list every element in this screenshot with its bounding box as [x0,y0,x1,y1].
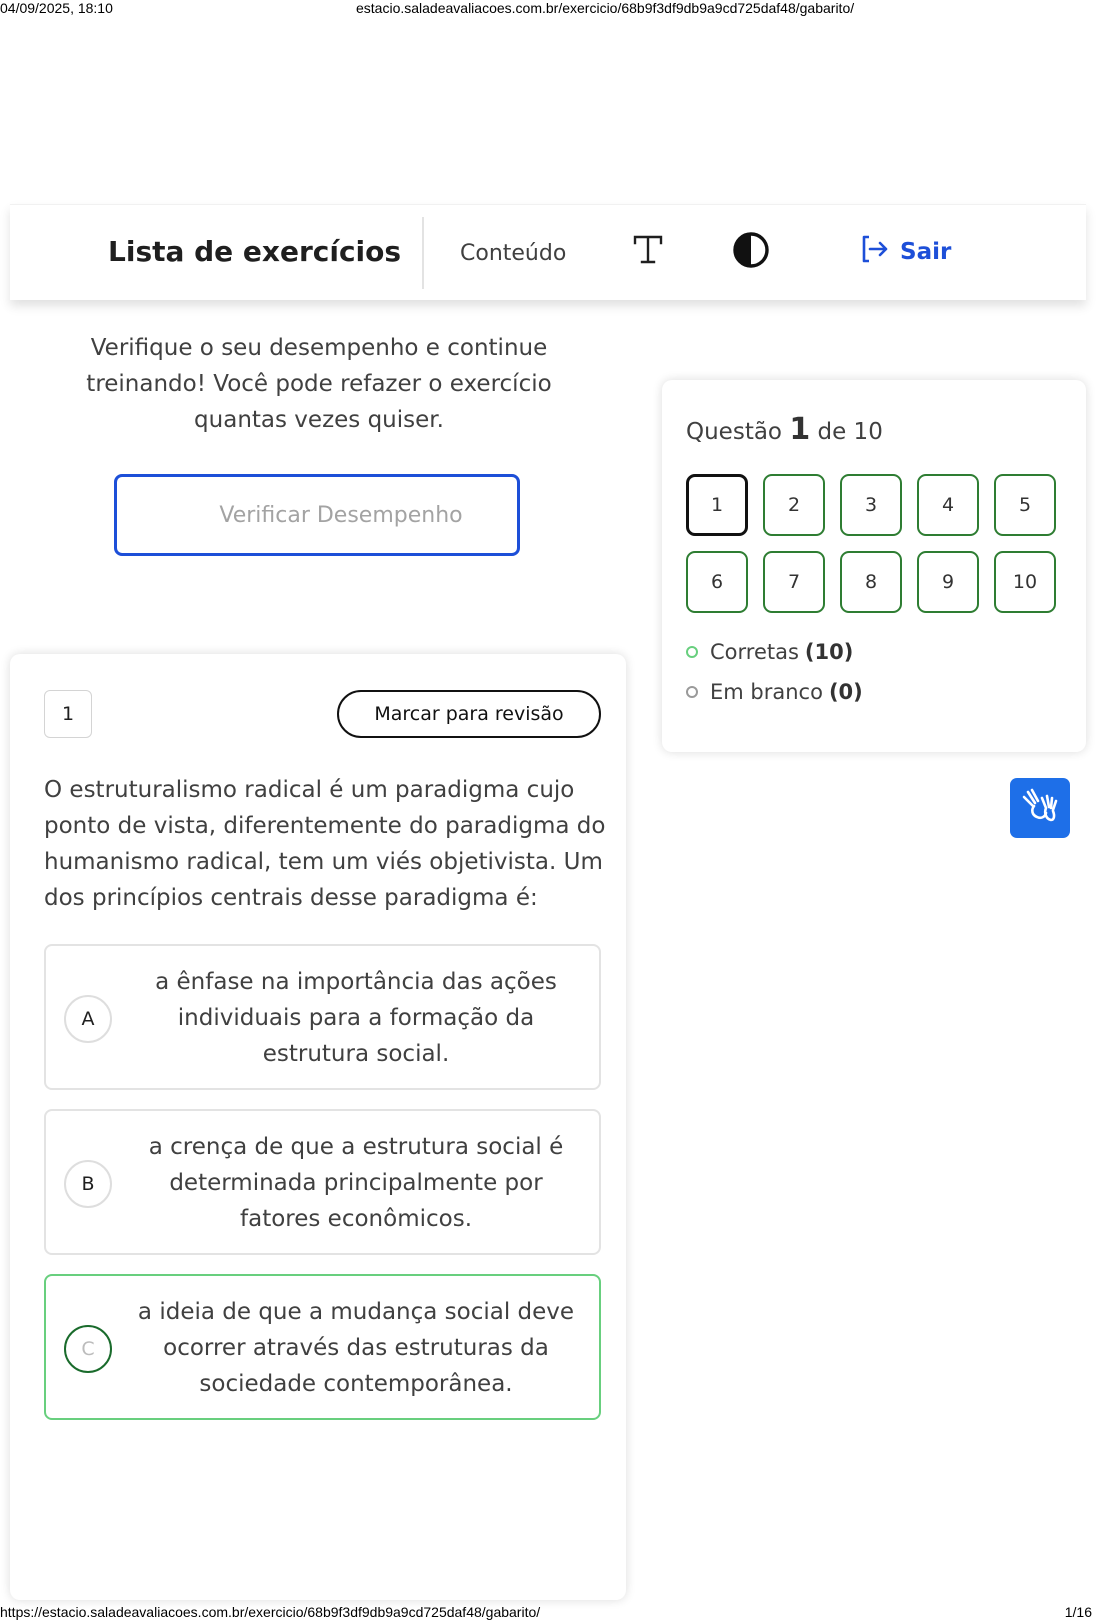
question-counter-current: 1 [789,412,811,447]
option-text: a ideia de que a mudança social deve ocorrer através das estruturas da sociedade contemporânea. [137,1299,575,1397]
print-header [0,0,1096,18]
logout-icon [858,233,890,271]
question-nav-button[interactable]: 5 [994,474,1056,536]
question-statement: O estruturalismo radical é um paradigma cujo ponto de vista, diferentemente do paradigma do humanismo radical, tem um viés objetivista. Um dos princípios centrais desse paradigma é: [44,777,606,911]
question-nav-button[interactable]: 2 [763,474,825,536]
option-text: a ênfase na importância das ações individuais para a formação da estrutura social. [155,969,557,1067]
blank-dot-icon [686,686,698,698]
print-footer [0,1600,1096,1624]
question-nav-button[interactable]: 9 [917,551,979,613]
header-divider [422,217,424,289]
option-text: a crença de que a estrutura social é determinada principalmente por fatores econômicos. [148,1134,564,1232]
question-nav-button[interactable]: 6 [686,551,748,613]
question-number-badge: 1 [44,690,92,738]
question-counter [686,412,883,447]
legend-blank-count: (0) [828,680,863,704]
legend-blank-label: Em branco [710,680,823,704]
top-navigation-bar [10,204,1086,300]
logout-button[interactable] [858,233,951,271]
option-letter: B [64,1160,112,1208]
question-nav-button[interactable]: 8 [840,551,902,613]
question-navigator [662,380,1086,752]
mark-for-review-button[interactable]: Marcar para revisão [337,690,601,738]
question-counter-prefix: Questão [686,419,782,445]
correct-dot-icon [686,646,698,658]
option-letter: A [64,995,112,1043]
page-title: Lista de exercícios [108,235,402,268]
question-nav-button[interactable]: 4 [917,474,979,536]
option-a[interactable] [44,944,601,1090]
content-link[interactable]: Conteúdo [460,241,567,266]
question-nav-button[interactable]: 7 [763,551,825,613]
print-header-url: estacio.saladeavaliacoes.com.br/exercicio/68b9f3df9db9a9cd725daf48/gabarito/ [356,0,855,16]
legend-correct-count: (10) [804,640,854,664]
question-card [10,654,626,1600]
question-nav-button[interactable]: 1 [686,474,748,536]
legend-correct [686,640,853,664]
question-counter-suffix: de 10 [817,419,883,445]
legend-correct-label: Corretas [710,640,799,664]
sign-language-button[interactable] [1010,778,1070,838]
print-datetime: 04/09/2025, 18:10 [0,0,113,16]
question-nav-button[interactable]: 3 [840,474,902,536]
sign-language-icon [1020,786,1060,830]
print-footer-url: https://estacio.saladeavaliacoes.com.br/exercicio/68b9f3df9db9a9cd725daf48/gabarito/ [0,1604,541,1620]
option-letter: C [64,1325,112,1373]
font-size-icon[interactable] [630,231,666,267]
option-b[interactable] [44,1109,601,1255]
legend-blank [686,680,863,704]
performance-intro-text: Verifique o seu desempenho e continue treinando! Você pode refazer o exercício quantas vezes quiser. [86,335,552,433]
option-c[interactable] [44,1274,601,1420]
verify-performance-button[interactable]: Verificar Desempenho [114,474,520,556]
logout-label: Sair [900,239,952,265]
print-page-number: 1/16 [1064,1604,1092,1620]
contrast-icon[interactable] [732,231,770,269]
question-nav-button[interactable]: 10 [994,551,1056,613]
